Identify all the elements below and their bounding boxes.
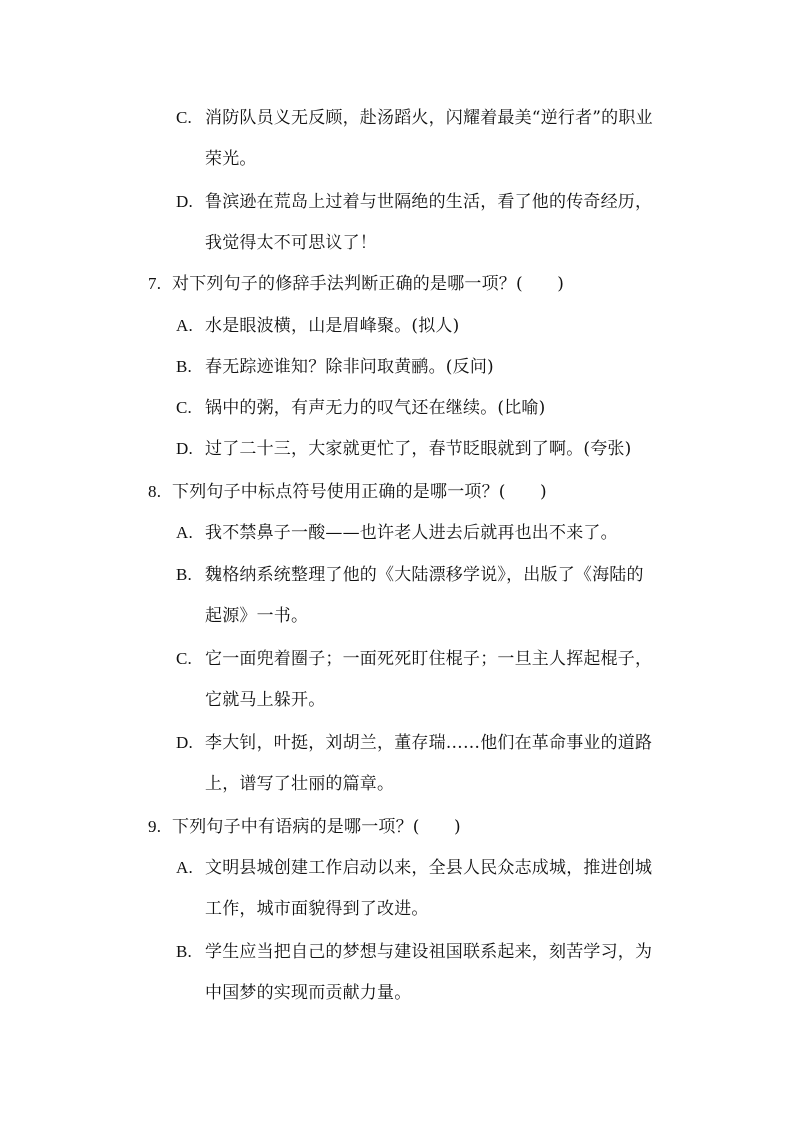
question-number: 7. [148, 274, 162, 293]
q6-option-d-cont: 我觉得太不可思议了！ [205, 233, 377, 253]
q6-option-c [176, 106, 653, 130]
q6-option-c-cont: 荣光。 [205, 149, 257, 169]
option-text: 鲁滨逊在荒岛上过着与世隔绝的生活，看了他的传奇经历， [205, 192, 653, 212]
q7-option-d [176, 437, 631, 461]
q7-option-c [176, 396, 545, 420]
option-text: 消防队员义无反顾，赴汤蹈火，闪耀着最美“逆行者”的职业 [205, 108, 653, 128]
option-text: 锅中的粥，有声无力的叹气还在继续。(比喻) [205, 398, 546, 418]
question-7 [148, 272, 564, 296]
option-text: 过了二十三，大家就更忙了，春节眨眼就到了啊。(夸张) [205, 439, 632, 459]
q9-option-b [176, 940, 652, 964]
option-text: 李大钊，叶挺，刘胡兰，董存瑞……他们在革命事业的道路 [205, 733, 653, 753]
q8-option-c-cont: 它就马上躲开。 [205, 690, 326, 710]
option-label: A. [176, 858, 193, 877]
q8-option-a [176, 521, 618, 545]
option-text: 魏格纳系统整理了他的《大陆漂移学说》，出版了《海陆的 [205, 565, 644, 585]
option-label: A. [176, 523, 193, 542]
question-stem: 下列句子中有语病的是哪一项？( ) [172, 817, 461, 837]
option-label: A. [176, 316, 193, 335]
option-label: C. [176, 649, 192, 668]
question-number: 9. [148, 817, 162, 836]
option-label: C. [176, 108, 192, 127]
question-9 [148, 815, 461, 839]
q9-option-a [176, 856, 652, 880]
question-number: 8. [148, 482, 162, 501]
option-text: 文明县城创建工作启动以来，全县人民众志成城，推进创城 [205, 858, 653, 878]
option-text: 水是眼波横，山是眉峰聚。(拟人) [205, 316, 460, 336]
q6-option-d [176, 190, 652, 214]
option-text: 春无踪迹谁知？除非问取黄鹂。(反问) [205, 357, 494, 377]
option-label: D. [176, 733, 193, 752]
q8-option-c [176, 647, 652, 671]
q8-option-d [176, 731, 652, 755]
option-label: D. [176, 439, 193, 458]
option-label: D. [176, 192, 193, 211]
option-label: B. [176, 357, 192, 376]
q7-option-a [176, 314, 459, 338]
q9-option-b-cont: 中国梦的实现而贡献力量。 [205, 983, 412, 1003]
option-text: 它一面兜着圈子；一面死死盯住棍子；一旦主人挥起棍子， [205, 649, 653, 669]
q7-option-b [176, 355, 494, 379]
q9-option-a-cont: 工作，城市面貌得到了改进。 [205, 899, 429, 919]
q8-option-d-cont: 上，谱写了壮丽的篇章。 [205, 774, 395, 794]
question-stem: 下列句子中标点符号使用正确的是哪一项？( ) [172, 482, 547, 502]
question-8 [148, 480, 547, 504]
option-label: B. [176, 942, 192, 961]
option-label: C. [176, 398, 192, 417]
option-text: 学生应当把自己的梦想与建设祖国联系起来，刻苦学习，为 [205, 942, 653, 962]
q8-option-b-cont: 起源》一书。 [205, 606, 309, 626]
question-stem: 对下列句子的修辞手法判断正确的是哪一项？( ) [172, 274, 565, 294]
option-text: 我不禁鼻子一酸——也许老人进去后就再也出不来了。 [205, 523, 618, 543]
option-label: B. [176, 565, 192, 584]
q8-option-b [176, 563, 644, 587]
